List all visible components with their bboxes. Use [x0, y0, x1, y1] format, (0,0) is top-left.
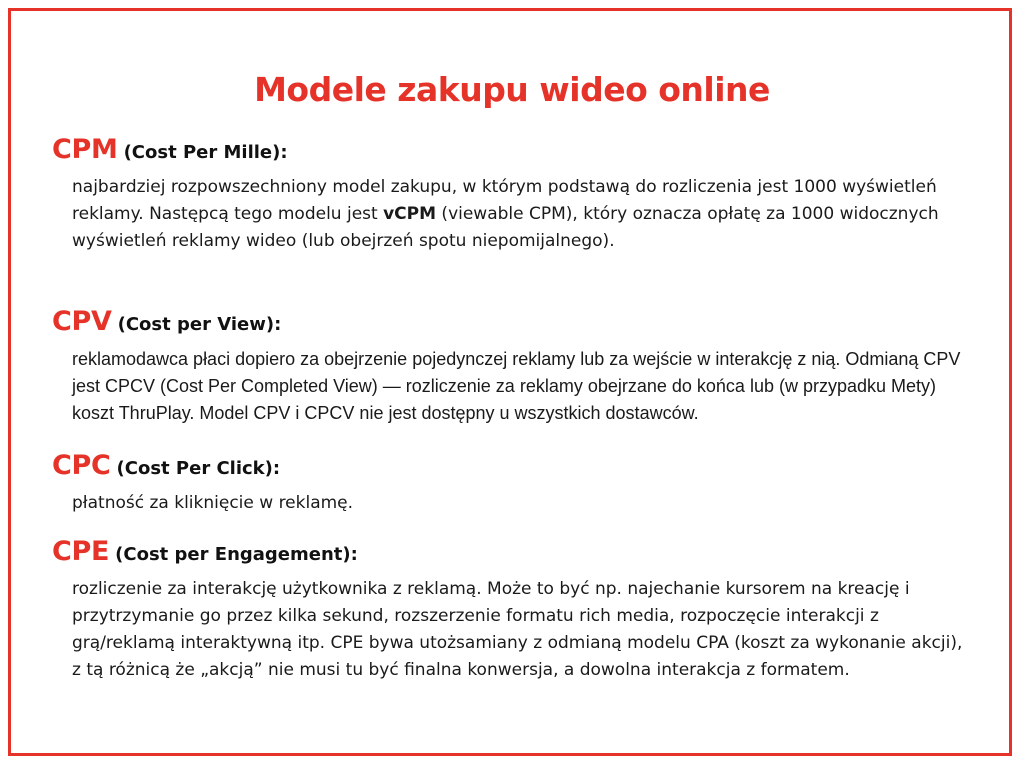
page-title: Modele zakupu wideo online [254, 70, 770, 109]
section-description [72, 174, 972, 255]
section-expansion: (Cost Per Click): [116, 458, 281, 479]
description-text: najbardziej rozpowszechniony model zakupu, w którym podstawą do rozliczenia jest 1000 wyświetleń reklamy. Następcą tego modelu jest [72, 177, 937, 224]
section-expansion: (Cost per Engagement): [115, 544, 358, 565]
section-abbreviation: CPV [52, 306, 112, 337]
bold-term: vCPM [383, 204, 437, 224]
section-heading [52, 534, 972, 574]
section-expansion: (Cost Per Mille): [123, 142, 288, 163]
section-abbreviation: CPC [52, 450, 111, 481]
section-abbreviation: CPE [52, 536, 110, 567]
description-text: (viewable CPM), który oznacza opłatę za 1000 widocznych wyświetleń reklamy wideo (lub obejrzeń spotu niepomijalnego). [72, 204, 939, 251]
section-heading [52, 132, 972, 172]
section-heading [52, 304, 972, 344]
section-cpc [52, 448, 972, 517]
section-description: rozliczenie za interakcję użytkownika z reklamą. Może to być np. najechanie kursorem na kreację i przytrzymanie go przez kilka sekund, rozszerzenie formatu rich media, rozpoczęcie interakcji z grą/reklamą interaktywną itp. CPE bywa utożsamiany z odmianą modelu CPA (koszt za wykonanie akcji), z tą różnicą że „akcją” nie musi tu być finalna konwersja, a dowolna interakcja z formatem. [72, 579, 963, 680]
section-expansion: (Cost per View): [117, 314, 282, 335]
section-cpm [52, 132, 972, 255]
section-cpv [52, 304, 972, 427]
section-abbreviation: CPM [52, 134, 118, 165]
section-description: reklamodawca płaci dopiero za obejrzenie pojedynczej reklamy lub za wejście w interakcję z nią. Odmianą CPV jest CPCV (Cost Per Completed View) — rozliczenie za reklamy obejrzane do końca lub (w przypadku Mety) koszt ThruPlay. Model CPV i CPCV nie jest dostępny u wszystkich dostawców. [72, 349, 961, 423]
section-cpe [52, 534, 972, 684]
section-description: płatność za kliknięcie w reklamę. [72, 493, 354, 513]
section-heading [52, 448, 972, 488]
